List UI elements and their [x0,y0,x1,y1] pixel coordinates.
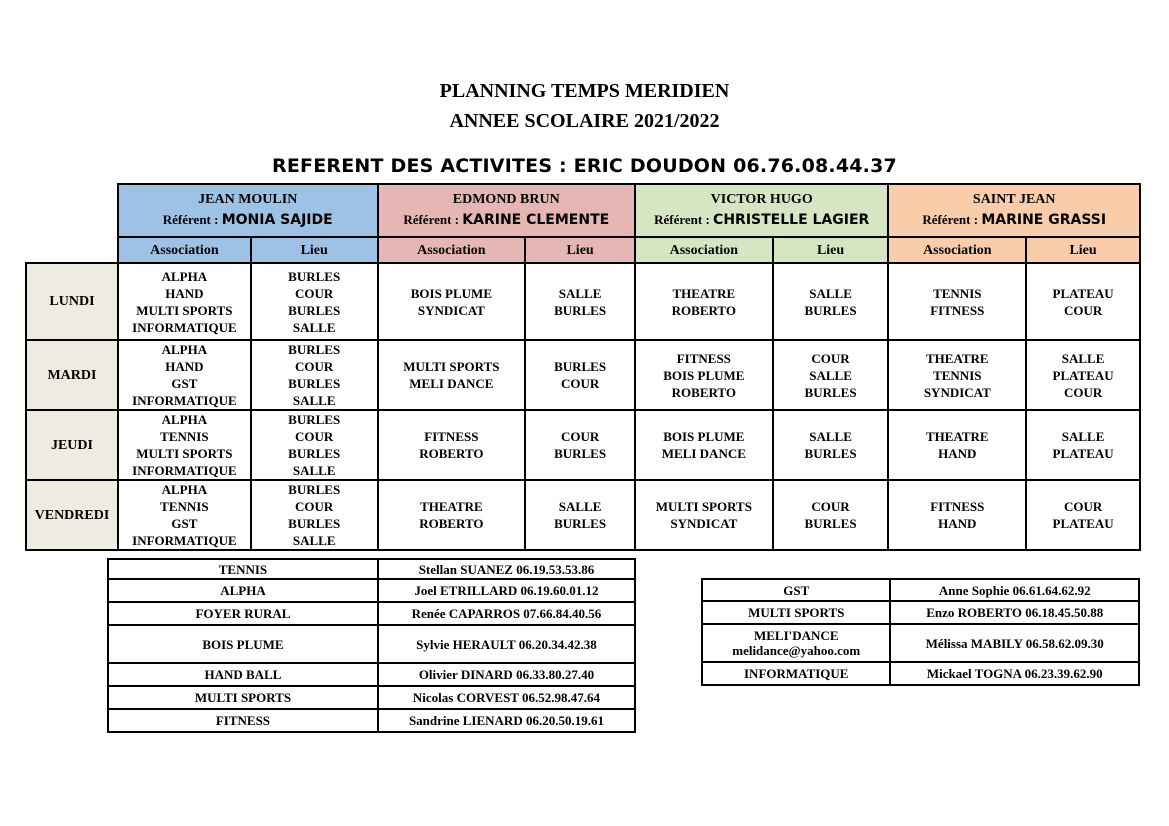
referent-label: Référent : [403,212,463,227]
association-cell [118,410,251,480]
association-item: ALPHA [161,342,208,357]
lieu-cell [1026,263,1140,340]
lieu-item: BURLES [804,302,857,318]
association-item: FITNESS [676,350,731,366]
activity-name: TENNIS [218,561,268,577]
contact-activity [108,602,378,625]
lieu-item: BURLES [804,446,857,461]
lieu-item: BURLES [554,516,607,531]
association-item: GST [171,516,198,531]
page-title: PLANNING TEMPS MERIDIEN [439,80,730,102]
association-item: ALPHA [161,482,208,497]
column-header-association: Association [378,237,526,263]
association-item: HAND [938,446,977,461]
association-cell [635,480,773,550]
schedule-table [25,183,1141,551]
association-cell [118,480,251,550]
lieu-cell [1026,340,1140,410]
association-cell [118,263,251,340]
contact-activity [702,662,890,685]
lieu-cell [773,263,889,340]
lieu-item: BURLES [554,302,607,318]
lieu-item: COUR [560,376,600,391]
contact-activity [702,624,890,662]
contact-activity [108,559,378,579]
contact-person: Stellan SUANEZ 06.19.53.53.86 [378,559,635,579]
lieu-item: COUR [295,359,334,374]
activity-email: melidance@yahoo.com [732,643,861,658]
lieu-item: COUR [1063,499,1103,514]
activity-name: MULTI SPORTS [748,605,845,620]
association-cell [378,410,526,480]
association-item: TENNIS [933,367,982,383]
day-row [26,340,1140,410]
association-item: BOIS PLUME [663,367,745,383]
contact-person: Sandrine LIENARD 06.20.50.19.61 [378,709,635,732]
activity-name: FOYER RURAL [195,606,291,621]
lieu-item: PLATEAU [1052,367,1114,383]
lieu-item: SALLE [292,463,336,478]
association-cell [888,263,1026,340]
association-item: THEATRE [925,429,989,444]
association-item: INFORMATIQUE [132,319,237,335]
activity-name: ALPHA [220,583,266,598]
lieu-item: BURLES [288,302,341,318]
association-item: GST [171,376,198,391]
contact-row [108,559,635,579]
contact-activity [702,601,890,624]
activity-name: HAND BALL [204,667,282,682]
association-cell [635,410,773,480]
lieu-item: COUR [560,429,600,444]
lieu-item: COUR [1063,384,1103,400]
lieu-item: SALLE [809,429,852,444]
day-label: VENDREDI [26,480,118,550]
column-header-lieu: Lieu [1026,237,1140,263]
lieu-item: PLATEAU [1052,285,1114,301]
column-header-association: Association [888,237,1026,263]
association-cell [888,410,1026,480]
association-item: MELI DANCE [661,446,746,461]
lieu-item: COUR [1063,302,1103,318]
lieu-cell [251,410,378,480]
association-item: SYNDICAT [417,302,485,318]
association-cell [378,340,526,410]
referent-label: Référent : [922,212,982,227]
contact-person: Sylvie HERAULT 06.20.34.42.38 [378,625,635,663]
lieu-item: BURLES [804,516,857,531]
association-item: ROBERTO [419,446,484,461]
day-row [26,410,1140,480]
lieu-item: COUR [295,285,334,301]
association-item: THEATRE [420,499,483,514]
lieu-cell [1026,480,1140,550]
lieu-item: BURLES [554,446,607,461]
school-name: VICTOR HUGO [710,192,813,207]
school-header [888,184,1140,237]
lieu-item: BURLES [804,384,857,400]
association-item: SYNDICAT [923,384,991,400]
lieu-item: BURLES [288,268,341,284]
contact-row [108,579,635,602]
association-item: INFORMATIQUE [132,393,237,408]
association-item: ROBERTO [419,516,484,531]
lieu-item: BURLES [288,342,341,357]
lieu-item: BURLES [288,516,341,531]
column-header-lieu: Lieu [251,237,378,263]
lieu-item: SALLE [292,533,336,548]
association-item: SYNDICAT [670,516,738,531]
association-item: MULTI SPORTS [136,302,233,318]
activity-name: FITNESS [215,713,271,728]
contact-activity [702,579,890,601]
lieu-item: SALLE [809,285,852,301]
lieu-item: SALLE [1061,350,1105,366]
association-cell [635,263,773,340]
contact-person: Mélissa MABILY 06.58.62.09.30 [890,624,1139,662]
lieu-item: SALLE [809,367,852,383]
referent-label: Référent : [654,212,714,227]
activity-name: INFORMATIQUE [744,666,849,681]
association-item: BOIS PLUME [663,429,745,444]
lieu-item: PLATEAU [1052,446,1114,461]
association-item: THEATRE [672,285,736,301]
association-item: BOIS PLUME [410,285,492,301]
lieu-cell [525,480,635,550]
lieu-item: SALLE [292,393,336,408]
column-header-association: Association [118,237,251,263]
contact-row [702,579,1139,601]
contact-row [108,602,635,625]
school-referent: MARINE GRASSI [981,212,1107,228]
day-label: JEUDI [26,410,118,480]
association-item: TENNIS [160,429,209,444]
lieu-cell [525,340,635,410]
association-cell [635,340,773,410]
contact-person: Anne Sophie 06.61.64.62.92 [890,579,1139,601]
school-name: SAINT JEAN [972,192,1056,207]
activity-name: MELI'DANCE [753,628,839,643]
lieu-item: PLATEAU [1052,516,1114,531]
lieu-cell [251,480,378,550]
day-label: LUNDI [26,263,118,340]
lieu-item: COUR [295,499,334,514]
association-item: ALPHA [161,268,208,284]
activity-name: BOIS PLUME [202,636,284,652]
association-cell [888,340,1026,410]
association-item: MELI DANCE [409,376,494,391]
association-item: HAND [165,359,204,374]
activity-name: MULTI SPORTS [194,690,292,705]
column-header-association: Association [635,237,773,263]
school-header [378,184,635,237]
lieu-cell [525,410,635,480]
lieu-item: SALLE [558,499,602,514]
contact-activity [108,686,378,709]
contact-row [702,624,1139,662]
association-item: THEATRE [925,350,989,366]
association-cell [888,480,1026,550]
school-header-row [26,184,1140,237]
contact-person: Joel ETRILLARD 06.19.60.01.12 [378,579,635,602]
lieu-item: COUR [811,350,850,366]
lieu-item: BURLES [288,412,341,427]
lieu-item: BURLES [554,359,607,374]
column-header-lieu: Lieu [773,237,889,263]
school-header [635,184,888,237]
association-cell [378,480,526,550]
contacts-table-right [701,578,1140,686]
contact-row [702,662,1139,685]
association-item: ROBERTO [671,384,736,400]
association-item: HAND [938,516,977,531]
day-row [26,480,1140,550]
day-row [26,263,1140,340]
contact-row [108,663,635,686]
school-referent: MONIA SAJIDE [221,212,333,228]
school-header [118,184,378,237]
association-item: MULTI SPORTS [136,446,233,461]
contact-person: Renée CAPARROS 07.66.84.40.56 [378,602,635,625]
lieu-cell [251,263,378,340]
contact-person: Olivier DINARD 06.33.80.27.40 [378,663,635,686]
referent-label: Référent : [162,212,222,227]
lieu-item: SALLE [1061,429,1105,444]
contact-activity [108,625,378,663]
lieu-item: BURLES [288,376,341,391]
school-name: JEAN MOULIN [198,192,298,207]
lieu-cell [773,480,889,550]
contact-person: Nicolas CORVEST 06.52.98.47.64 [378,686,635,709]
association-item: MULTI SPORTS [655,499,752,514]
school-referent: KARINE CLEMENTE [462,212,610,228]
lieu-item: SALLE [558,285,602,301]
association-item: ALPHA [161,412,208,427]
association-item: FITNESS [930,302,985,318]
association-item: MULTI SPORTS [403,359,500,374]
association-cell [378,263,526,340]
contacts-table-left [107,558,636,733]
school-name: EDMOND BRUN [452,192,560,207]
day-label: MARDI [26,340,118,410]
contact-row [702,601,1139,624]
association-item: ROBERTO [671,302,736,318]
association-item: HAND [165,285,204,301]
contact-activity [108,663,378,686]
association-item: FITNESS [424,429,479,444]
contact-activity [108,579,378,602]
lieu-item: COUR [811,499,850,514]
contact-row [108,686,635,709]
contact-activity [108,709,378,732]
lieu-item: SALLE [292,319,336,335]
lieu-cell [773,410,889,480]
contact-row [108,709,635,732]
lieu-item: COUR [295,429,334,444]
column-header-row [26,237,1140,263]
page-subtitle: ANNEE SCOLAIRE 2021/2022 [449,110,720,132]
activity-name: GST [783,582,810,598]
lieu-cell [1026,410,1140,480]
association-item: TENNIS [933,285,982,301]
column-header-lieu: Lieu [525,237,635,263]
association-item: FITNESS [930,499,985,514]
contact-person: Mickael TOGNA 06.23.39.62.90 [890,662,1139,685]
association-item: INFORMATIQUE [132,463,237,478]
association-item: TENNIS [160,499,209,514]
school-referent: CHRISTELLE LAGIER [713,212,870,228]
association-cell [118,340,251,410]
lieu-item: BURLES [288,482,341,497]
lieu-cell [251,340,378,410]
contact-person: Enzo ROBERTO 06.18.45.50.88 [890,601,1139,624]
contact-row [108,625,635,663]
lieu-item: BURLES [288,446,341,461]
lieu-cell [525,263,635,340]
lieu-cell [773,340,889,410]
referent-heading: REFERENT DES ACTIVITES : ERIC DOUDON 06.76.08.44.37 [272,155,897,177]
association-item: INFORMATIQUE [132,533,237,548]
